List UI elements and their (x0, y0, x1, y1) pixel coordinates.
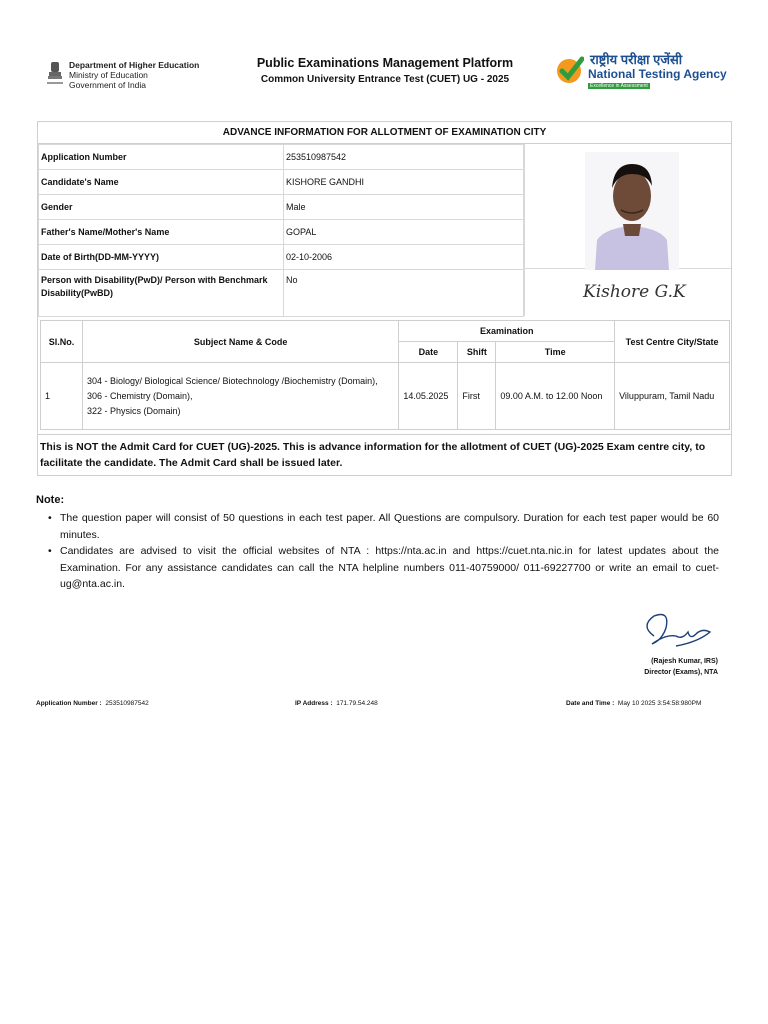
col-header-centre: Test Centre City/State (615, 321, 730, 363)
field-label: Person with Disability(PwD)/ Person with Benchmark Disability(PwBD) (39, 270, 284, 317)
not-admit-card-notice: This is NOT the Admit Card for CUET (UG)-2025. This is advance information for the allotment of CUET (UG)-2025 Exam centre city, to facilitate the candidate. The Admit Card shall be issued later. (38, 434, 731, 476)
col-header-shift: Shift (458, 342, 496, 363)
candidate-signature-text: Kishore G.K (583, 282, 686, 302)
footer-ip-address (295, 700, 378, 707)
footer-dt-label: Date and Time : (566, 700, 615, 707)
footer-application-number (36, 700, 149, 707)
nta-english-name: National Testing Agency (588, 67, 727, 81)
footer-app-value: 253510987542 (105, 700, 149, 707)
col-header-date: Date (399, 342, 458, 363)
row-slno: 1 (41, 363, 83, 430)
notes-list (48, 510, 719, 593)
moe-line-1: Department of Higher Education (69, 60, 200, 70)
list-item: • The question paper will consist of 50 questions in each test paper. All Questions are compulsory. Duration for each test paper would be 60 minutes. (48, 510, 719, 543)
table-row (39, 145, 524, 170)
page-header (0, 0, 768, 110)
table-row (39, 170, 524, 195)
page-title: Public Examinations Management Platform (256, 56, 514, 70)
signatory-block (560, 656, 718, 678)
national-emblem-icon (46, 60, 64, 88)
table-row (39, 245, 524, 270)
signatory-name: (Rajesh Kumar, IRS) (651, 658, 718, 665)
row-time: 09.00 A.M. to 12.00 Noon (496, 363, 615, 430)
table-row (39, 270, 524, 317)
footer-date-time (566, 700, 701, 707)
field-label: Application Number (39, 145, 284, 170)
field-label: Gender (39, 195, 284, 220)
table-row (39, 195, 524, 220)
col-header-time: Time (496, 342, 615, 363)
moe-line-3: Government of India (69, 80, 147, 90)
field-label: Date of Birth(DD-MM-YYYY) (39, 245, 284, 270)
candidate-photo (585, 152, 679, 270)
subject-line: 322 - Physics (Domain) (86, 405, 181, 416)
footer-dt-value: May 10 2025 3:54:58:980PM (617, 700, 702, 707)
candidate-details-table (38, 144, 524, 317)
parent-name-value: GOPAL (284, 220, 524, 245)
row-centre: Viluppuram, Tamil Nadu (615, 363, 730, 430)
col-header-subject: Subject Name & Code (82, 321, 398, 363)
signatory-designation: Director (Exams), NTA (644, 669, 718, 676)
table-row (41, 363, 730, 430)
nta-checkmark-icon (556, 55, 584, 85)
pwd-value: No (284, 270, 524, 317)
candidate-name-value: KISHORE GANDHI (284, 170, 524, 195)
col-header-examination: Examination (399, 321, 615, 342)
page-subtitle: Common University Entrance Test (CUET) UG - 2025 (260, 74, 510, 85)
table-header-row (41, 321, 730, 342)
row-subjects (82, 363, 398, 430)
application-number-value: 253510987542 (284, 145, 524, 170)
candidate-photo-box (524, 144, 731, 269)
person-photo-icon (585, 152, 679, 270)
field-label: Candidate's Name (39, 170, 284, 195)
row-date: 14.05.2025 (399, 363, 458, 430)
nta-hindi-name: राष्ट्रीय परीक्षा एजेंसी (590, 52, 683, 67)
date-of-birth-value: 02-10-2006 (284, 245, 524, 270)
subject-line: 306 - Chemistry (Domain), (86, 390, 193, 401)
footer-app-label: Application Number : (36, 700, 102, 707)
director-signature (636, 606, 718, 654)
examination-schedule-table (40, 320, 730, 430)
gender-value: Male (284, 195, 524, 220)
ministry-of-education-logo (46, 58, 216, 92)
row-shift: First (458, 363, 496, 430)
candidate-signature-box (524, 269, 731, 316)
table-row (39, 220, 524, 245)
field-label: Father's Name/Mother's Name (39, 220, 284, 245)
list-item: • Candidates are advised to visit the official websites of NTA : https://nta.ac.in and https://cuet.nta.nic.in for latest updates about the Examination. For any assistance candidates can call the NTA helpline numbers 011-40759000/ 011-69227700 or write an email to cuet-ug@nta.ac.in. (48, 543, 719, 593)
col-header-slno: Sl.No. (41, 321, 83, 363)
document-heading: ADVANCE INFORMATION FOR ALLOTMENT OF EXAMINATION CITY (38, 122, 731, 144)
footer-ip-label: IP Address : (295, 700, 333, 707)
note-title: Note: (36, 494, 65, 506)
nta-tagline: Excellence in Assessment (590, 83, 648, 89)
footer-ip-value: 171.79.54.248 (336, 700, 378, 707)
candidate-signature (575, 273, 695, 309)
nta-logo (556, 53, 736, 91)
page-footer (36, 700, 720, 710)
advance-information-card (37, 121, 732, 476)
subject-line: 304 - Biology/ Biological Science/ Biotechnology /Biochemistry (Domain), (86, 375, 378, 386)
moe-line-2: Ministry of Education (69, 70, 148, 80)
